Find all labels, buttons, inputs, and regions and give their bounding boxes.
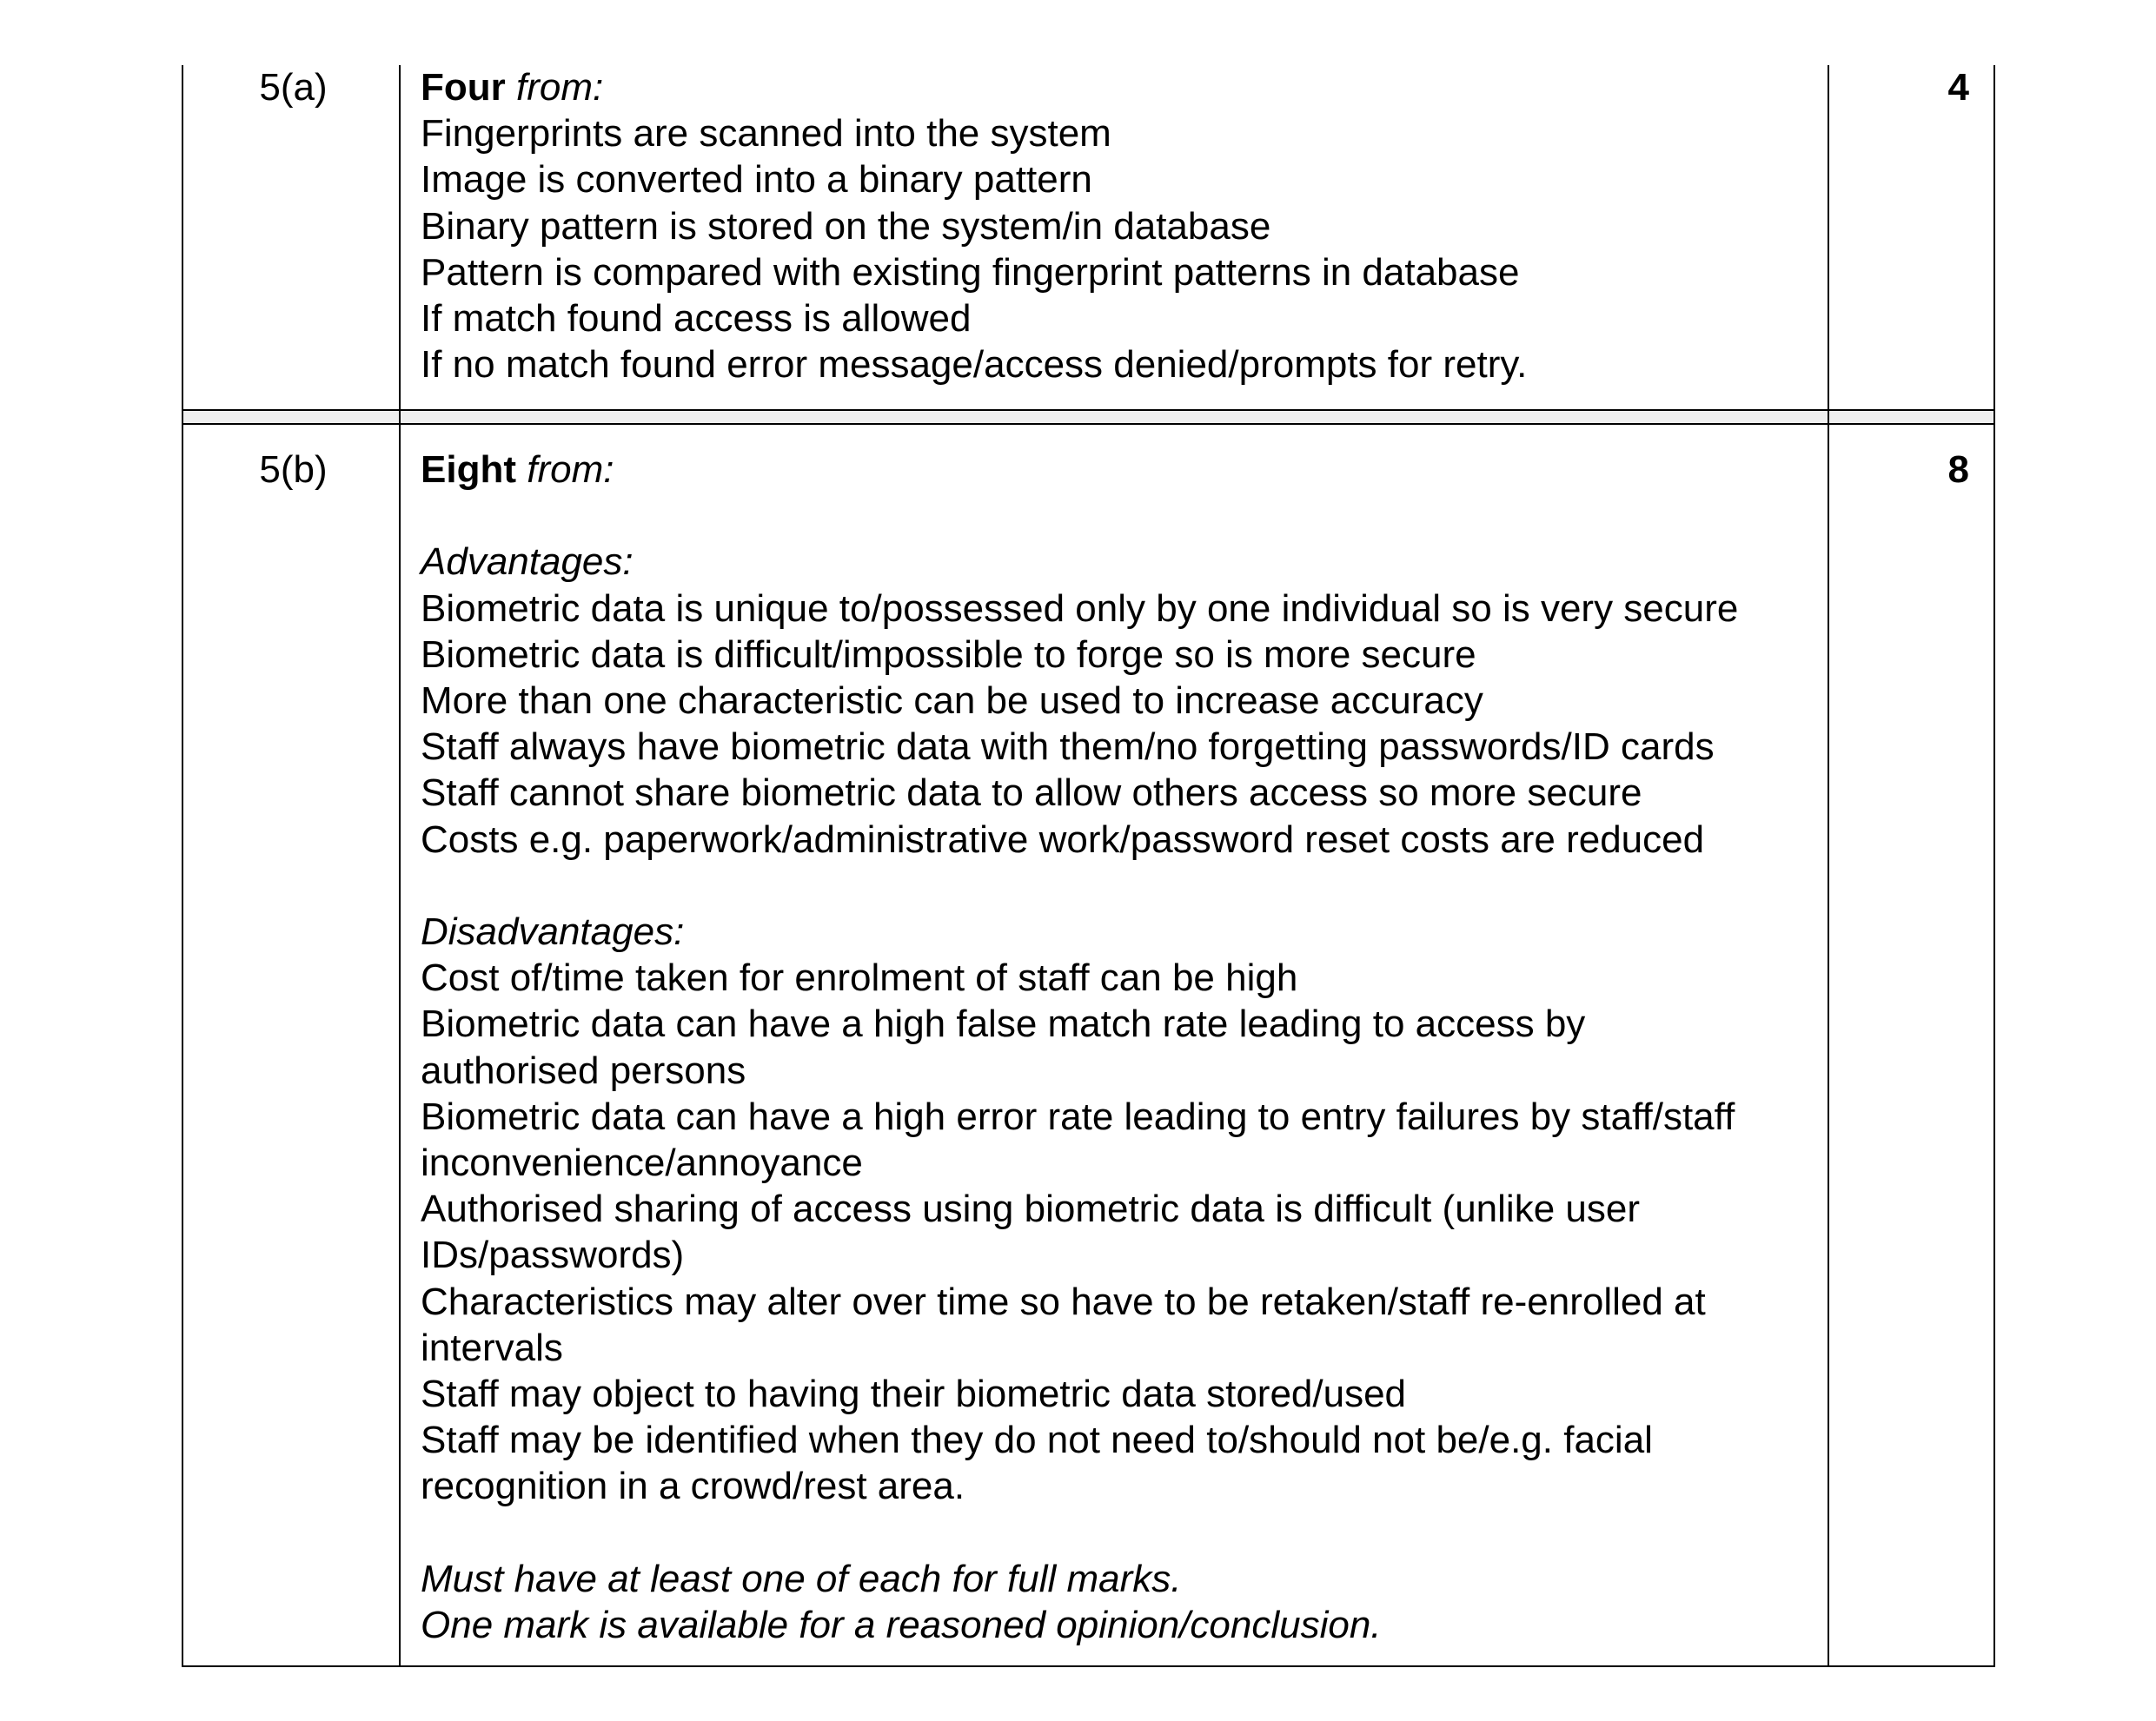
column-divider-question — [399, 65, 401, 1667]
heading-from: from: — [527, 448, 614, 491]
row-b-top-border — [182, 423, 1995, 425]
spacer — [421, 1510, 1811, 1556]
disadvantage-point-continued: intervals — [421, 1326, 563, 1369]
disadvantage-point: Biometric data can have a high error rate leading to entry failures by staff/staff — [421, 1095, 1735, 1138]
heading-count: Eight — [421, 448, 516, 491]
spacer — [421, 863, 1811, 909]
disadvantage-point-continued: authorised persons — [421, 1049, 746, 1092]
answer-heading — [421, 64, 1811, 110]
disadvantages-label — [421, 909, 1811, 955]
marks-5b: 8 — [1947, 448, 1969, 491]
heading-from: from: — [516, 66, 604, 109]
row-separator — [182, 411, 1995, 423]
advantage-point: Staff cannot share biometric data to allow others access so more secure — [421, 771, 1642, 815]
heading-count: Four — [421, 66, 506, 109]
answer-5a — [421, 64, 1811, 387]
answer-point: Pattern is compared with existing fingerprint patterns in database — [421, 250, 1520, 294]
answer-point: If match found access is allowed — [421, 297, 972, 341]
answer-point: Binary pattern is stored on the system/in database — [421, 204, 1271, 248]
marking-note — [421, 1556, 1811, 1602]
disadvantage-point-continued: IDs/passwords) — [421, 1234, 685, 1277]
marking-note — [421, 1602, 1811, 1648]
question-number-5a: 5(a) — [259, 66, 328, 109]
disadvantage-point: Cost of/time taken for enrolment of staff can be high — [421, 956, 1298, 1000]
table-border-right — [1993, 65, 1995, 1667]
disadvantage-point: Characteristics may alter over time so have to be retaken/staff re-enrolled at — [421, 1280, 1706, 1323]
disadvantages-label-text: Disadvantages: — [421, 910, 685, 953]
answer-point: Fingerprints are scanned into the system — [421, 112, 1111, 156]
advantages-label-text: Advantages: — [421, 540, 634, 584]
advantage-point: Costs e.g. paperwork/administrative work/password reset costs are reduced — [421, 817, 1705, 861]
answer-point: If no match found error message/access denied/prompts for retry. — [421, 343, 1528, 387]
marking-note-text: Must have at least one of each for full marks. — [421, 1557, 1182, 1600]
spacer — [421, 493, 1811, 539]
advantage-point: Biometric data is unique to/possessed only by one individual so is very secure — [421, 586, 1739, 630]
disadvantage-point-continued: inconvenience/annoyance — [421, 1142, 863, 1185]
disadvantage-point-continued: recognition in a crowd/rest area. — [421, 1465, 965, 1508]
column-divider-marks — [1828, 65, 1829, 1667]
disadvantage-point: Staff may object to having their biometric data stored/used — [421, 1373, 1407, 1416]
answer-heading — [421, 447, 1811, 493]
disadvantage-point: Biometric data can have a high false match rate leading to access by — [421, 1003, 1586, 1046]
advantage-point: Biometric data is difficult/impossible to forge so is more secure — [421, 632, 1476, 676]
question-number-5b: 5(b) — [259, 448, 328, 491]
answer-5b — [421, 447, 1811, 1648]
answer-point: Image is converted into a binary pattern — [421, 158, 1092, 202]
advantage-point: Staff always have biometric data with them/no forgetting passwords/ID cards — [421, 725, 1715, 769]
table-border-left — [182, 65, 183, 1667]
advantage-point: More than one characteristic can be used to increase accuracy — [421, 679, 1483, 722]
disadvantage-point: Staff may be identified when they do not need to/should not be/e.g. facial — [421, 1419, 1653, 1462]
row-a-bottom-border — [182, 409, 1995, 411]
marking-note-text: One mark is available for a reasoned opinion/conclusion. — [421, 1604, 1382, 1647]
disadvantage-point: Authorised sharing of access using biometric data is difficult (unlike user — [421, 1188, 1640, 1231]
marks-5a: 4 — [1947, 66, 1969, 109]
advantages-label — [421, 539, 1811, 585]
table-bottom-border — [182, 1665, 1995, 1667]
